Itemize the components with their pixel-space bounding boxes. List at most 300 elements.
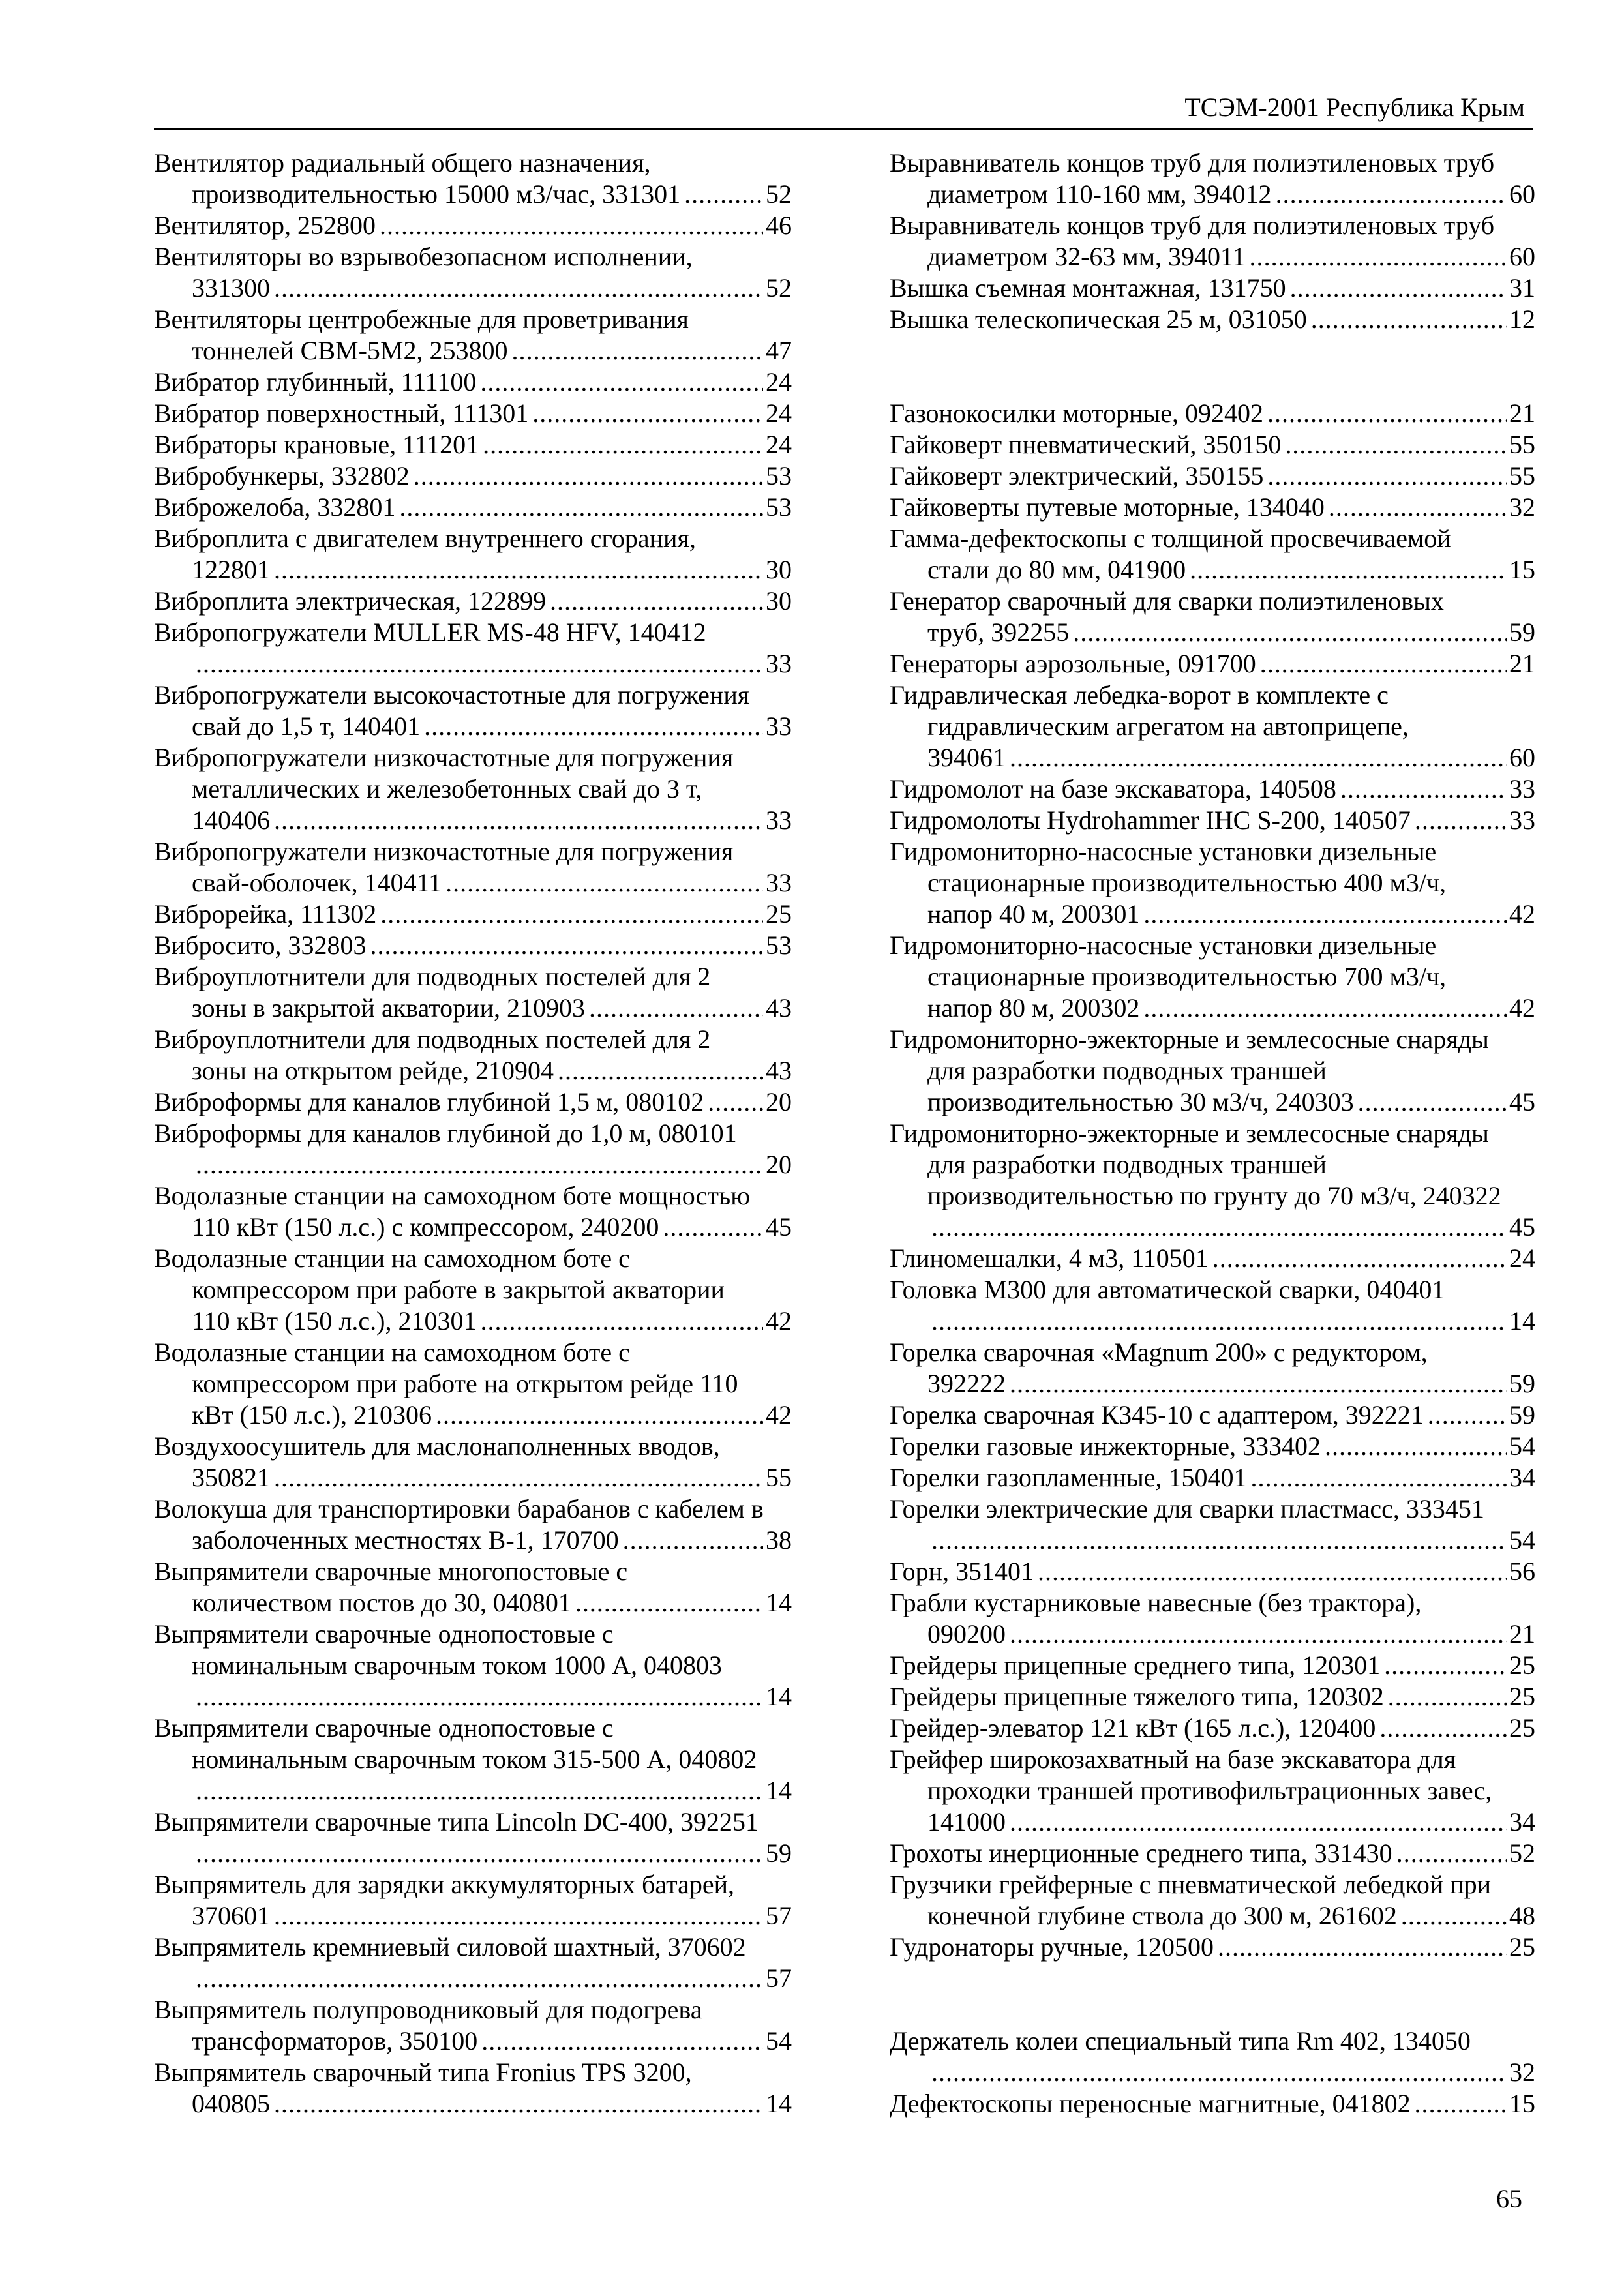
index-entry-line (154, 1024, 792, 1055)
index-entry-text: Волокуша для транспортировки барабанов с кабелем в (154, 1494, 764, 1523)
index-entry-line (154, 836, 792, 867)
index-entry-text: Виброплита электрическая, 122899 (154, 586, 546, 616)
index-entry-page: 57 (766, 1964, 792, 1993)
index-entry-line (154, 773, 792, 805)
index-entry-text: Виброжелоба, 332801 (154, 492, 396, 522)
index-entry-page: 52 (766, 179, 792, 209)
index-entry (890, 586, 1535, 648)
dot-leader (1250, 241, 1507, 273)
index-entry-line (154, 1963, 792, 1994)
index-entry-page: 25 (766, 899, 792, 929)
index-entry-line (890, 1713, 1535, 1744)
index-entry-line (154, 711, 792, 742)
dot-leader (623, 1525, 763, 1556)
index-entry-text: 090200 (927, 1619, 1006, 1649)
index-entry-line (154, 460, 792, 492)
index-entry (890, 1681, 1535, 1713)
index-entry-text: Грохоты инерционные среднего типа, 331430 (890, 1838, 1392, 1868)
index-entry-page: 14 (766, 1776, 792, 1805)
index-entry-text: Вышка съемная монтажная, 131750 (890, 273, 1286, 303)
index-entry-text: Вибропогружатели высокочастотные для погружения (154, 680, 750, 710)
index-entry-text: Глиномешалки, 4 м3, 110501 (890, 1244, 1209, 1273)
index-entry-text: компрессором при работе в закрытой акватории (192, 1275, 725, 1304)
index-entry-page: 24 (766, 367, 792, 396)
index-entry (890, 1556, 1535, 1587)
index-entry (890, 1431, 1535, 1462)
index-entry-page: 30 (766, 555, 792, 584)
index-entry (890, 1493, 1535, 1556)
index-entry-page: 59 (1509, 618, 1535, 647)
index-entry-text: зоны на открытом рейде, 210904 (192, 1056, 554, 1085)
index-entry (890, 1587, 1535, 1650)
index-entry-page: 60 (1509, 179, 1535, 209)
index-entry-text: 392222 (927, 1369, 1006, 1398)
index-entry-text: Вибропогружатели низкочастотные для погружения (154, 743, 734, 772)
index-entry-text: Грузчики грейферные с пневматической лебедкой при (890, 1870, 1492, 1899)
index-entry-page: 42 (766, 1306, 792, 1336)
index-entry-page: 20 (766, 1150, 792, 1179)
index-entry-page: 33 (1509, 774, 1535, 803)
dot-leader (274, 805, 763, 836)
index-entry-text: Выпрямитель сварочный типа Fronius TPS 3200, (154, 2057, 692, 2087)
index-entry-line (890, 1900, 1535, 1932)
index-entry (154, 1493, 792, 1556)
index-entry-line (890, 1932, 1535, 1963)
index-entry-line (890, 1806, 1535, 1838)
index-entry-line (890, 1650, 1535, 1681)
index-entry-text: Грейдеры прицепные среднего типа, 120301 (890, 1651, 1381, 1680)
index-entry-text: для разработки подводных траншей (927, 1056, 1327, 1085)
index-entry (890, 1462, 1535, 1493)
index-entry (890, 147, 1535, 210)
dot-leader (1428, 1399, 1507, 1431)
dot-leader (532, 398, 763, 429)
index-entry (154, 680, 792, 742)
dot-leader (196, 1838, 763, 1869)
index-entry-page: 55 (766, 1463, 792, 1492)
dot-leader (370, 930, 763, 961)
index-entry-page: 46 (766, 211, 792, 240)
index-entry-line (154, 1900, 792, 1932)
index-entry-line (154, 1462, 792, 1493)
index-entry-text: стационарные производительностью 700 м3/ч, (927, 962, 1447, 991)
index-entry-line (154, 1337, 792, 1368)
index-entry-line (890, 429, 1535, 460)
index-entry-line (154, 1744, 792, 1775)
index-entry-page: 43 (766, 1056, 792, 1085)
index-entry-line (890, 1306, 1535, 1337)
index-entry-text: для разработки подводных траншей (927, 1150, 1327, 1179)
index-entry-line (154, 2088, 792, 2119)
index-entry-page: 43 (766, 993, 792, 1023)
index-entry-page: 15 (1509, 2089, 1535, 2118)
index-entry-text: заболоченных местностях В-1, 170700 (192, 1525, 619, 1555)
index-entry-text: стационарные производительностью 400 м3/ч, (927, 868, 1447, 897)
index-entry (154, 1337, 792, 1431)
index-entry-text: 141000 (927, 1807, 1006, 1836)
index-entry (154, 930, 792, 961)
index-entry-text: компрессором при работе на открытом рейде 110 (192, 1369, 738, 1398)
index-entry-page: 31 (1509, 273, 1535, 303)
dot-leader (1388, 1681, 1507, 1713)
index-entry-line (154, 523, 792, 554)
index-entry-line (154, 1399, 792, 1431)
index-entry (890, 1650, 1535, 1681)
index-entry-page: 38 (766, 1525, 792, 1555)
index-entry-line (154, 179, 792, 210)
index-entry-line (890, 711, 1535, 742)
index-entry-text: Гидромолот на базе экскаватора, 140508 (890, 774, 1336, 803)
index-entry-page: 32 (1509, 492, 1535, 522)
index-entry (154, 1180, 792, 1243)
index-entry-line (890, 836, 1535, 867)
index-entry (890, 2088, 1535, 2119)
dot-leader (1325, 1431, 1507, 1462)
index-entry (890, 2026, 1535, 2088)
dot-leader (511, 335, 763, 367)
index-entry-line (890, 179, 1535, 210)
index-entry-page: 54 (1509, 1431, 1535, 1461)
index-entry-line (890, 805, 1535, 836)
index-entry-page: 24 (766, 398, 792, 428)
index-entry (890, 304, 1535, 335)
index-entry-line (890, 1869, 1535, 1900)
dot-leader (414, 460, 763, 492)
index-entry-text: кВт (150 л.с.), 210306 (192, 1400, 432, 1429)
index-entry-line (890, 1024, 1535, 1055)
index-entry (154, 1243, 792, 1337)
index-entry (890, 1024, 1535, 1118)
index-entry-line (890, 1744, 1535, 1775)
index-entry-text: Вентилятор, 252800 (154, 211, 376, 240)
index-entry-line (890, 1086, 1535, 1118)
index-entry-page: 55 (1509, 461, 1535, 490)
index-entry-text: Генераторы аэрозольные, 091700 (890, 649, 1256, 678)
index-entry-line (890, 304, 1535, 335)
index-entry-line (890, 1587, 1535, 1619)
index-entry-line (890, 773, 1535, 805)
index-entry-page: 30 (766, 586, 792, 616)
index-entry-line (154, 1055, 792, 1086)
index-entry (890, 648, 1535, 680)
index-entry-line (890, 2026, 1535, 2057)
index-entry-text: зоны в закрытой акватории, 210903 (192, 993, 585, 1023)
index-entry-line (890, 523, 1535, 554)
index-entry (154, 1431, 792, 1493)
index-entry-text: 122801 (192, 555, 270, 584)
dot-leader (1267, 398, 1507, 429)
dot-leader (1415, 805, 1507, 836)
index-entry-text: Вибраторы крановые, 111201 (154, 430, 479, 459)
index-entry (890, 523, 1535, 586)
index-entry-page: 25 (1509, 1713, 1535, 1743)
index-entry-line (890, 1149, 1535, 1180)
index-entry-page: 34 (1509, 1807, 1535, 1836)
index-entry-line (154, 1149, 792, 1180)
index-entry-page: 12 (1509, 305, 1535, 334)
index-entry-text: проходки траншей противофильтрационных завес, (927, 1776, 1492, 1805)
dot-leader (196, 1681, 763, 1713)
index-entry-page: 52 (1509, 1838, 1535, 1868)
index-entry (154, 617, 792, 680)
index-entry-line (154, 930, 792, 961)
index-entry-page: 53 (766, 461, 792, 490)
index-entry (154, 523, 792, 586)
index-entry-line (154, 147, 792, 179)
index-entry-text: Гидромолоты Hydrohammer IHC S-200, 140507 (890, 805, 1411, 835)
dot-leader (558, 1055, 763, 1086)
dot-leader (1311, 304, 1507, 335)
index-entry (154, 961, 792, 1024)
dot-leader (1285, 429, 1507, 460)
dot-leader (1143, 993, 1507, 1024)
index-entry-line (890, 993, 1535, 1024)
index-entry (890, 1744, 1535, 1838)
index-entry-text: количеством постов до 30, 040801 (192, 1588, 571, 1617)
index-entry-text: Выравниватель концов труб для полиэтиленовых труб (890, 211, 1495, 240)
index-entry-text: напор 80 м, 200302 (927, 993, 1140, 1023)
index-entry-line (154, 1243, 792, 1274)
index-entry-line (890, 1274, 1535, 1306)
index-entry-line (154, 492, 792, 523)
index-entry-page: 59 (1509, 1369, 1535, 1398)
index-entry-line (890, 210, 1535, 241)
index-entry-text: Гудронаторы ручные, 120500 (890, 1932, 1214, 1962)
index-entry-line (890, 680, 1535, 711)
index-entry (890, 429, 1535, 460)
index-entry-line (154, 1806, 792, 1838)
index-entry-text: 140406 (192, 805, 270, 835)
index-entry-page: 55 (1509, 430, 1535, 459)
index-entry-page: 53 (766, 931, 792, 960)
index-entry-line (154, 367, 792, 398)
index-entry-text: Вибробункеры, 332802 (154, 461, 410, 490)
index-entry-text: Гидромониторно-эжекторные и землесосные снаряды (890, 1025, 1489, 1054)
index-entry-line (154, 1838, 792, 1869)
index-entry-line (154, 1368, 792, 1399)
index-entry-text: производительностью 30 м3/ч, 240303 (927, 1087, 1354, 1116)
index-entry (890, 1838, 1535, 1869)
index-entry (890, 680, 1535, 773)
index-entry-line (154, 617, 792, 648)
index-entry-line (890, 1337, 1535, 1368)
index-entry-page: 21 (1509, 649, 1535, 678)
index-entry-line (154, 1306, 792, 1337)
index-entry-text: Водолазные станции на самоходном боте с (154, 1338, 630, 1367)
index-entry-line (890, 1243, 1535, 1274)
index-entry-page: 33 (766, 649, 792, 678)
index-entry-line (154, 1713, 792, 1744)
index-entry-text: труб, 392255 (927, 618, 1070, 647)
index-entry-text: Вибропогружатели MULLER MS-48 HFV, 140412 (154, 618, 706, 647)
index-entry (154, 367, 792, 398)
index-entry-text: Выпрямитель полупроводниковый для подогрева (154, 1995, 702, 2024)
index-entry-text: Головка М300 для автоматической сварки, 040401 (890, 1275, 1445, 1304)
index-entry-text: номинальным сварочным током 1000 А, 040803 (192, 1651, 723, 1680)
index-entry-page: 14 (1509, 1306, 1535, 1336)
index-entry-text: 331300 (192, 273, 270, 303)
index-entry-text: Выпрямители сварочные однопостовые с (154, 1713, 614, 1743)
index-entry-line (154, 1619, 792, 1650)
index-entry-text: Водолазные станции на самоходном боте мощностью (154, 1181, 751, 1210)
index-entry-line (154, 1431, 792, 1462)
dot-leader (1218, 1932, 1507, 1963)
index-entry (154, 1024, 792, 1086)
index-entry-line (154, 1118, 792, 1149)
index-entry-page: 14 (766, 1588, 792, 1617)
dot-leader (274, 2088, 763, 2119)
index-entry-text: Гидромониторно-эжекторные и землесосные снаряды (890, 1118, 1489, 1148)
index-entry-line (154, 304, 792, 335)
index-entry-text: Виброформы для каналов глубиной до 1,0 м, 080101 (154, 1118, 737, 1148)
index-entry (154, 147, 792, 210)
index-entry-line (154, 1932, 792, 1963)
index-entry-text: Выпрямитель кремниевый силовой шахтный, 370602 (154, 1932, 746, 1962)
dot-leader (399, 492, 763, 523)
index-entry-line (154, 961, 792, 993)
index-entry-line (154, 2026, 792, 2057)
index-entry-page: 24 (766, 430, 792, 459)
index-entry-line (154, 1274, 792, 1306)
dot-leader (931, 1306, 1507, 1337)
dot-leader (1396, 1838, 1507, 1869)
dot-leader (274, 273, 763, 304)
index-entry (890, 210, 1535, 273)
index-entry-text: Воздухоосушитель для маслонаполненных вводов, (154, 1431, 720, 1461)
index-entry-text: Выпрямители сварочные многопостовые с (154, 1557, 628, 1586)
index-entry (890, 1337, 1535, 1399)
index-entry (890, 930, 1535, 1024)
index-entry (890, 1243, 1535, 1274)
index-entry (154, 1932, 792, 1994)
dot-leader (1379, 1713, 1507, 1744)
index-entry (154, 210, 792, 241)
dot-leader (1384, 1650, 1507, 1681)
letter-group-gap (890, 335, 1535, 398)
index-entry-page: 34 (1509, 1463, 1535, 1492)
index-entry-line (890, 1462, 1535, 1493)
index-entry-line (154, 1525, 792, 1556)
index-entry-text: Вибратор глубинный, 111100 (154, 367, 477, 396)
dot-leader (274, 554, 763, 586)
dot-leader (1010, 1806, 1507, 1838)
index-entry-text: гидравлическим агрегатом на автоприцепе, (927, 711, 1409, 741)
index-entry-text: конечной глубине ствола до 300 м, 261602 (927, 1901, 1397, 1930)
dot-leader (1010, 1368, 1507, 1399)
index-entry-line (154, 1180, 792, 1212)
index-entry-line (890, 1399, 1535, 1431)
index-entry-page: 54 (766, 2026, 792, 2056)
dot-leader (1358, 1086, 1507, 1118)
index-entry (890, 1274, 1535, 1337)
index-entry-text: напор 40 м, 200301 (927, 899, 1140, 929)
dot-leader (708, 1086, 763, 1118)
index-entry-text: диаметром 110-160 мм, 394012 (927, 179, 1272, 209)
index-entry-text: Вибропогружатели низкочастотные для погружения (154, 837, 734, 866)
index-entry-text: Грейдеры прицепные тяжелого типа, 120302 (890, 1682, 1384, 1711)
dot-leader (589, 993, 763, 1024)
index-entry-text: Гайковерт электрический, 350155 (890, 461, 1264, 490)
index-entry-text: Гайковерты путевые моторные, 134040 (890, 492, 1325, 522)
index-entry-line (890, 460, 1535, 492)
index-entry-text: металлических и железобетонных свай до 3 т, (192, 774, 702, 803)
index-entry-text: Горелки электрические для сварки пластмасс, 333451 (890, 1494, 1484, 1523)
index-entry-line (154, 805, 792, 836)
index-entry-text: Грейфер широкозахватный на базе экскаватора для (890, 1744, 1456, 1774)
dot-leader (1329, 492, 1507, 523)
index-entry (154, 742, 792, 836)
index-entry-line (890, 1180, 1535, 1212)
index-entry-line (890, 492, 1535, 523)
index-entry-line (890, 1681, 1535, 1713)
index-entry (154, 836, 792, 899)
dot-leader (274, 1462, 763, 1493)
index-entry-text: Гайковерт пневматический, 350150 (890, 430, 1282, 459)
index-entry-text: Грейдер-элеватор 121 кВт (165 л.с.), 120400 (890, 1713, 1376, 1743)
index-entry-page: 45 (1509, 1087, 1535, 1116)
index-entry (154, 1556, 792, 1619)
index-entry-line (890, 554, 1535, 586)
index-column-left (154, 147, 792, 2119)
dot-leader (1038, 1556, 1507, 1587)
index-entry-line (890, 930, 1535, 961)
index-entry-page: 60 (1509, 743, 1535, 772)
index-entry-page: 21 (1509, 398, 1535, 428)
index-entry-line (154, 335, 792, 367)
index-entry-line (890, 1212, 1535, 1243)
index-entry-text: 394061 (927, 743, 1006, 772)
index-entry-line (890, 2088, 1535, 2119)
index-entry-line (890, 1838, 1535, 1869)
index-entry-line (154, 273, 792, 304)
index-entry-page: 52 (766, 273, 792, 303)
index-entry-page: 33 (766, 868, 792, 897)
index-entry-page: 59 (1509, 1400, 1535, 1429)
index-entry-line (154, 1212, 792, 1243)
letter-group-gap (890, 1963, 1535, 2026)
index-entry-text: Горелки газовые инжекторные, 333402 (890, 1431, 1321, 1461)
index-entry-page: 25 (1509, 1682, 1535, 1711)
index-entry (890, 460, 1535, 492)
index-entry (890, 1713, 1535, 1744)
index-entry-text: Виброформы для каналов глубиной 1,5 м, 080102 (154, 1087, 704, 1116)
index-entry-line (154, 899, 792, 930)
index-entry (154, 2057, 792, 2119)
dot-leader (931, 1525, 1507, 1556)
index-entry-text: Вышка телескопическая 25 м, 031050 (890, 305, 1307, 334)
index-entry-page: 54 (1509, 1525, 1535, 1555)
index-entry-text: Вентилятор радиальный общего назначения, (154, 148, 651, 177)
index-entry (154, 429, 792, 460)
index-entry-page: 14 (766, 1682, 792, 1711)
index-entry-text: 110 кВт (150 л.с.), 210301 (192, 1306, 477, 1336)
index-entry-page: 20 (766, 1087, 792, 1116)
dot-leader (480, 1306, 763, 1337)
dot-leader (1251, 1462, 1507, 1493)
index-entry (154, 492, 792, 523)
dot-leader (1415, 2088, 1507, 2119)
index-entry-line (154, 1086, 792, 1118)
index-entry-text: производительностью по грунту до 70 м3/ч, 240322 (927, 1181, 1501, 1210)
index-entry-text: 350821 (192, 1463, 270, 1492)
dot-leader (481, 2026, 763, 2057)
index-entry-line (890, 241, 1535, 273)
dot-leader (1073, 617, 1507, 648)
index-entry-text: Водолазные станции на самоходном боте с (154, 1244, 630, 1273)
index-entry-line (154, 210, 792, 241)
index-entry-line (154, 554, 792, 586)
dot-leader (1290, 273, 1507, 304)
